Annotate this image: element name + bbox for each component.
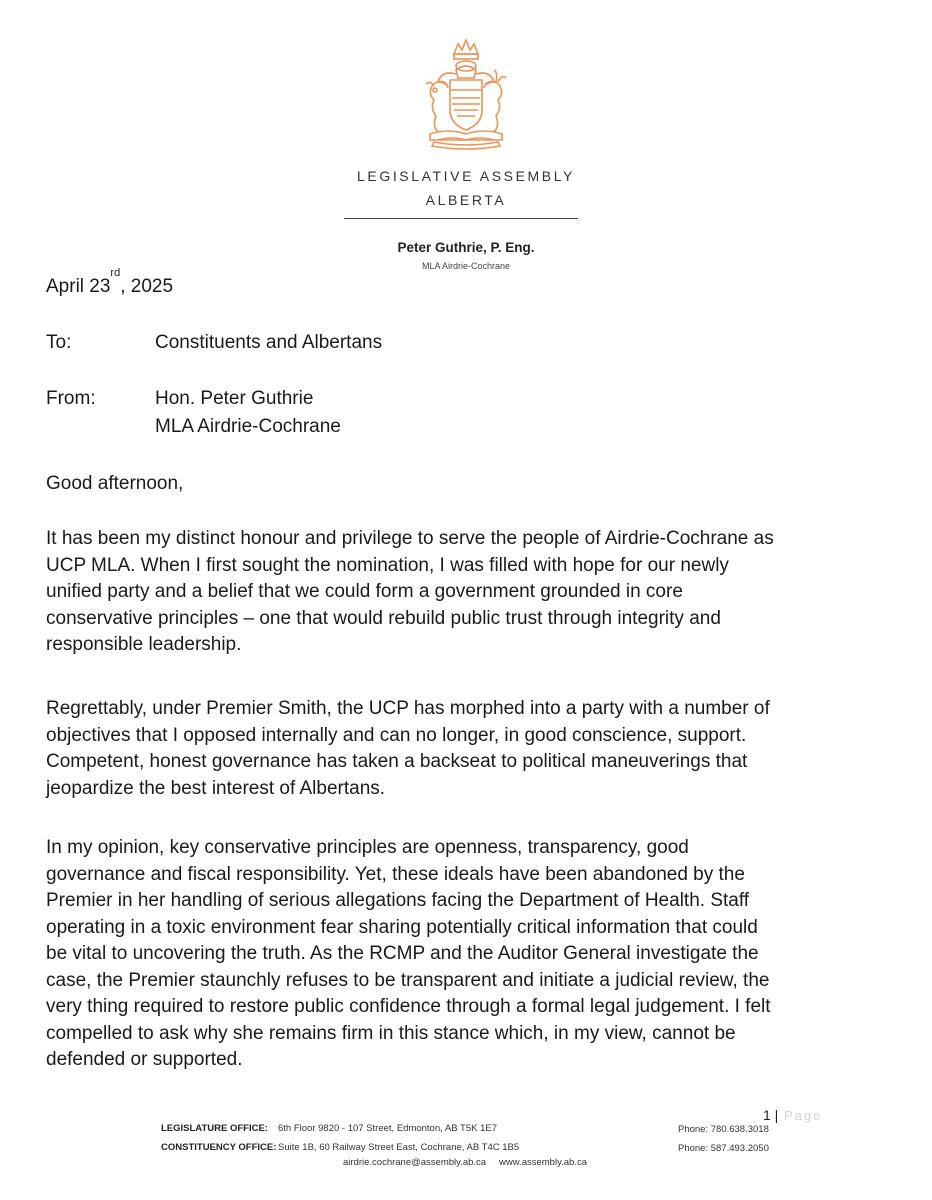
- paragraph-line: Competent, honest governance has taken a backseat to political maneuverings that: [46, 751, 748, 772]
- paragraph-line: governance and fiscal responsibility. Yet, these ideals have been abandoned by the: [46, 863, 745, 885]
- paragraph-line: compelled to ask why she remains firm in this stance which, in my view, cannot be: [46, 1022, 736, 1044]
- date-month-day: April 23: [46, 276, 111, 297]
- paragraph-line: Premier in her handling of serious allegations facing the Department of Health. Staff: [46, 890, 750, 911]
- constituency-office-phone: Phone: 587.493.2050: [678, 1143, 769, 1154]
- page-label: Page: [784, 1108, 823, 1123]
- page-number: 1 |: [763, 1107, 779, 1123]
- mla-riding: MLA Airdrie-Cochrane: [421, 261, 511, 271]
- paragraph-line: case, the Premier staunchly refuses to be transparent and initiate a judicial review, the: [46, 969, 770, 991]
- legislature-office-label: LEGISLATURE OFFICE:: [161, 1123, 268, 1134]
- assembly-line-2: ALBERTA: [425, 192, 507, 208]
- paragraph-line: defended or supported.: [46, 1049, 243, 1070]
- constituency-office-label: CONSTITUENCY OFFICE:: [161, 1142, 277, 1153]
- paragraph-line: responsible leadership.: [46, 634, 242, 655]
- paragraph-line: conservative principles – one that would rebuild public trust through integrity and: [46, 607, 721, 629]
- paragraph-1: [46, 526, 906, 659]
- paragraph-line: objectives that I opposed internally and can no longer, in good conscience, support.: [46, 724, 747, 746]
- assembly-line-1: LEGISLATIVE ASSEMBLY: [357, 168, 575, 184]
- date-year: , 2025: [120, 276, 174, 297]
- paragraph-line: unified party and a belief that we could form a government grounded in core: [46, 581, 683, 602]
- assembly-name: [250, 164, 682, 212]
- paragraph-line: be vital to uncovering the truth. As the RCMP and the Auditor General investigate the: [46, 943, 759, 964]
- letter-date: [46, 267, 174, 299]
- from-line-2: MLA Airdrie-Cochrane: [155, 416, 341, 437]
- from-line-1: Hon. Peter Guthrie: [155, 388, 314, 409]
- date-ordinal: rd: [110, 267, 121, 279]
- alberta-coat-of-arms-icon: [408, 36, 524, 150]
- legislature-office-address: 6th Floor 9820 - 107 Street, Edmonton, AB T5K 1E7: [278, 1123, 497, 1134]
- paragraph-line: Regrettably, under Premier Smith, the UCP has morphed into a party with a number of: [46, 698, 770, 719]
- greeting: Good afternoon,: [46, 473, 184, 494]
- letterhead-divider: [344, 218, 578, 219]
- paragraph-3: [46, 835, 906, 1074]
- paragraph-line: In my opinion, key conservative principles are openness, transparency, good: [46, 837, 689, 858]
- paragraph-line: jeopardize the best interest of Albertans.: [46, 777, 386, 799]
- paragraph-line: very thing required to restore public confidence through a formal legal judgement. I felt: [46, 996, 771, 1017]
- paragraph-line: UCP MLA. When I first sought the nomination, I was filled with hope for our newly: [46, 554, 729, 576]
- paragraph-line: operating in a toxic environment fear sharing potentially critical information that could: [46, 916, 758, 938]
- to-value: Constituents and Albertans: [155, 332, 383, 353]
- paragraph-line: It has been my distinct honour and privilege to serve the people of Airdrie-Cochrane as: [46, 528, 774, 549]
- website-link[interactable]: www.assembly.ab.ca: [499, 1157, 587, 1168]
- paragraph-2: [46, 696, 906, 802]
- email-link[interactable]: airdrie.cochrane@assembly.ab.ca: [343, 1157, 487, 1168]
- from-label: From:: [46, 388, 96, 409]
- legislature-office-phone: Phone: 780.638.3018: [678, 1124, 769, 1135]
- to-label: To:: [46, 332, 72, 353]
- mla-name: Peter Guthrie, P. Eng.: [397, 240, 535, 255]
- constituency-office-address: Suite 1B, 60 Railway Street East, Cochrane, AB T4C 1B5: [278, 1142, 520, 1153]
